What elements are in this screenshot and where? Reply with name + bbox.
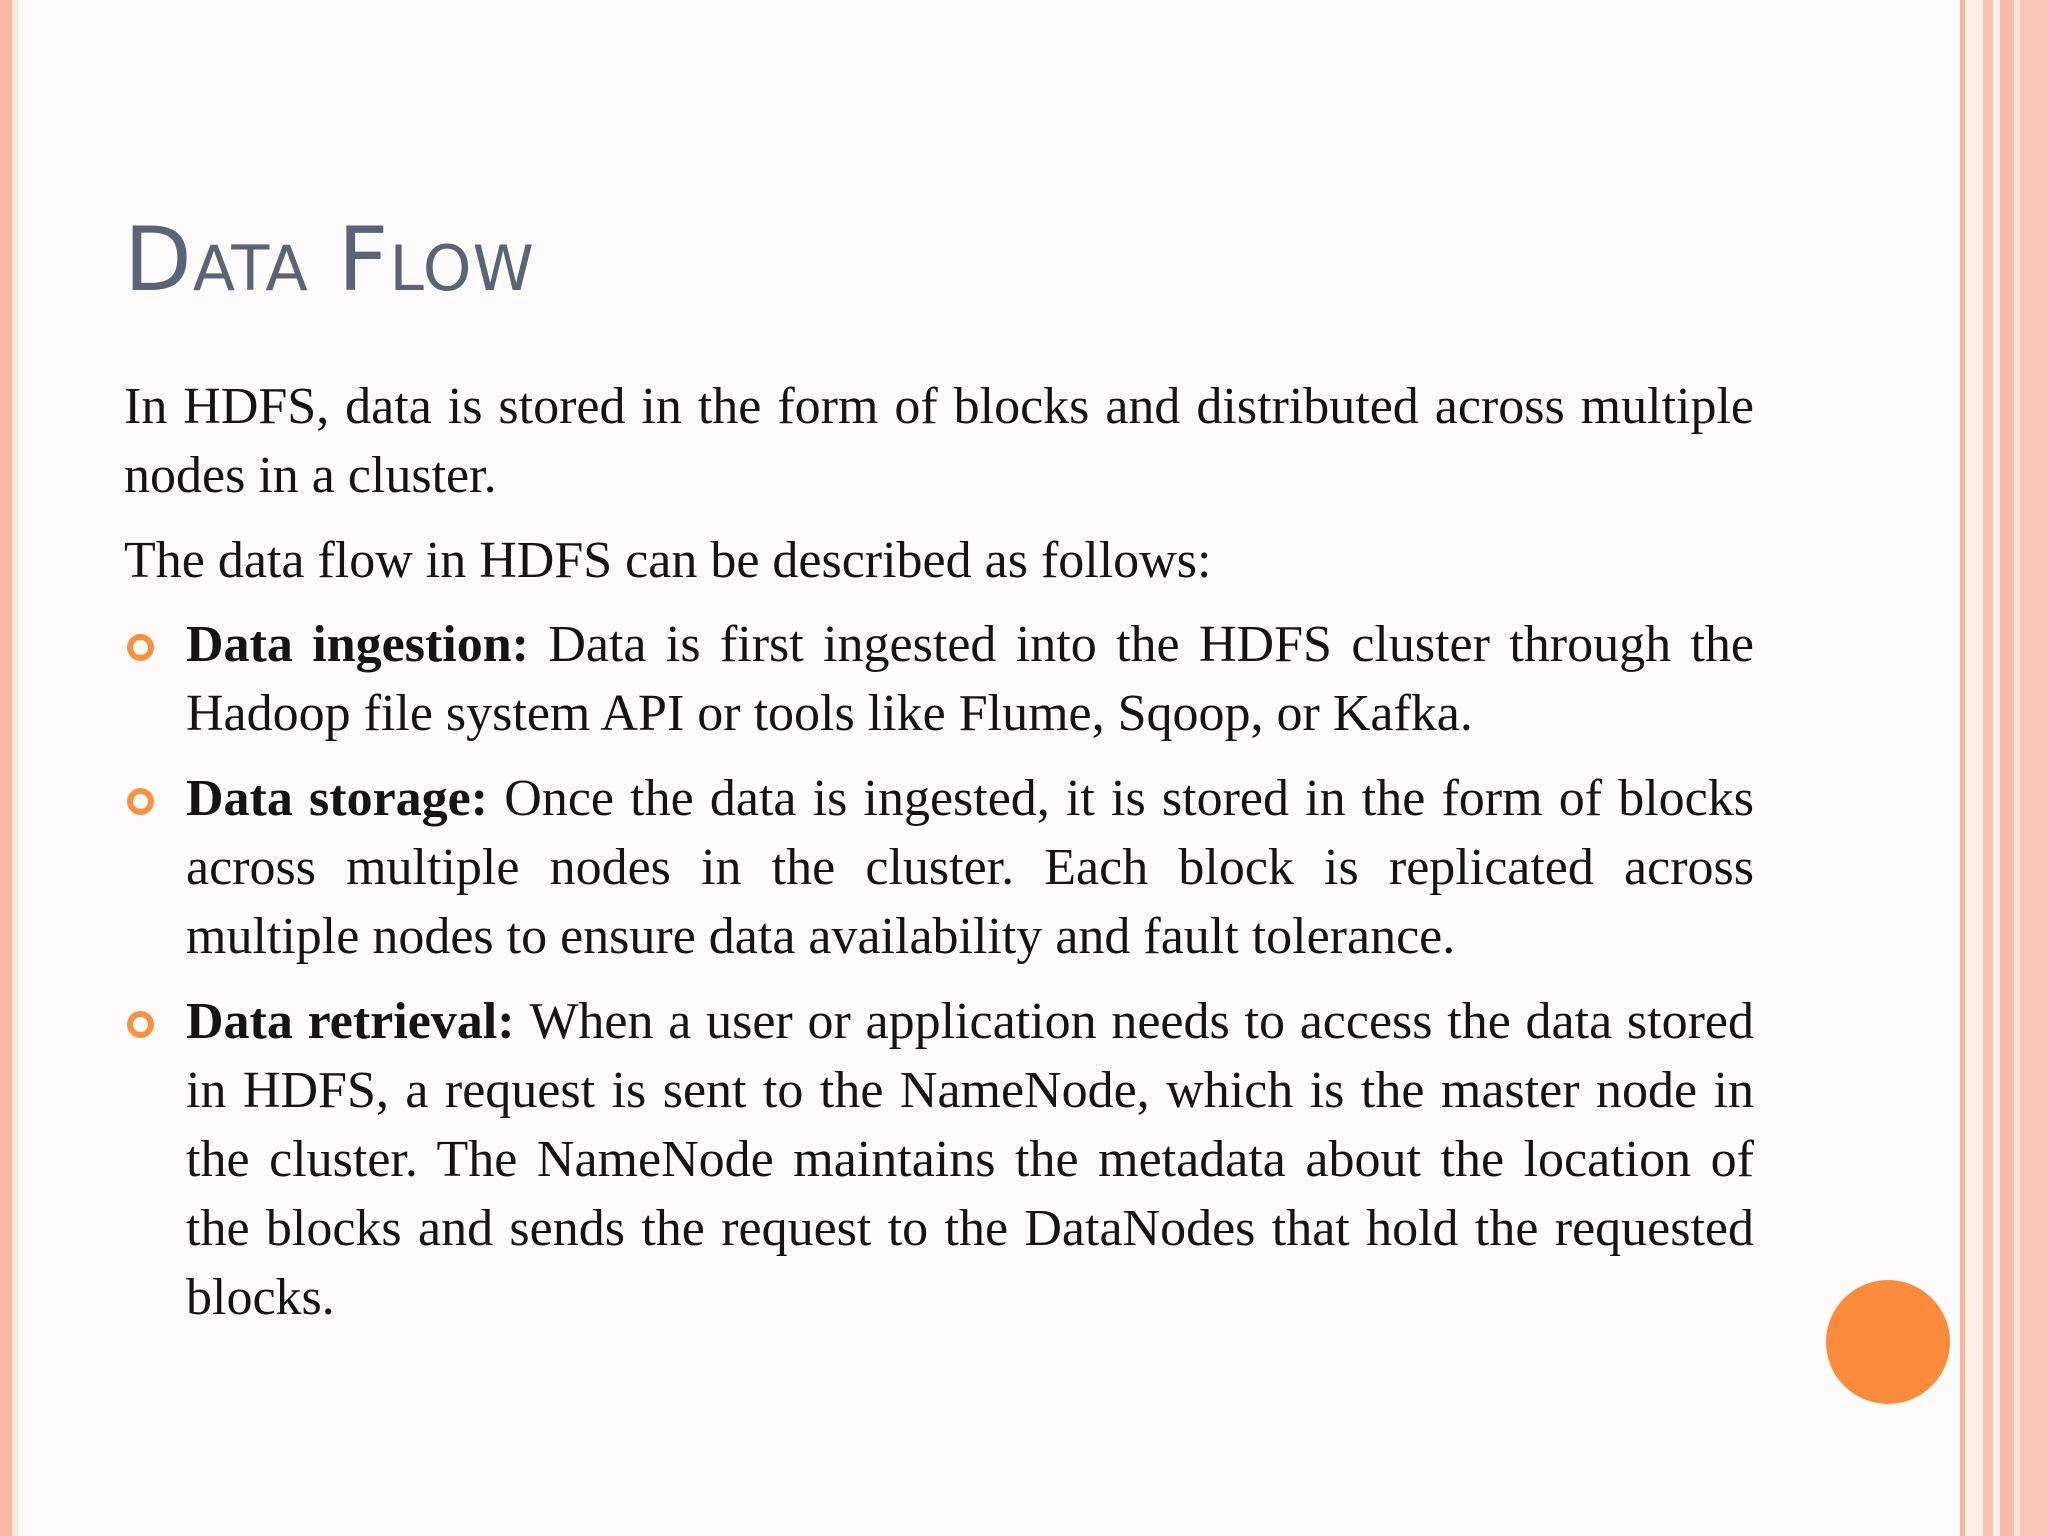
slide-title: Data Flow xyxy=(124,208,535,311)
right-stripe xyxy=(1983,0,1993,1536)
bullet-text: Data is first ingested into the HDFS cluster through the Hadoop file system API or tools like Flume, Sqoop, or Kafka. xyxy=(186,616,1754,742)
left-border-stripe xyxy=(0,0,12,1536)
list-item xyxy=(124,610,1754,748)
bullet-term: Data storage: xyxy=(186,770,505,827)
ring-bullet-icon xyxy=(127,788,154,815)
intro-paragraph: In HDFS, data is stored in the form of blocks and distributed across multiple nodes in a cluster. xyxy=(124,378,1754,504)
list-item xyxy=(124,987,1754,1332)
lead-in-paragraph: The data flow in HDFS can be described as follows: xyxy=(124,532,1212,589)
decorative-orange-circle xyxy=(1826,1280,1950,1404)
right-stripe xyxy=(2000,0,2014,1536)
bullet-text: Once the data is ingested, it is stored in the form of blocks across multiple nodes in the cluster. Each block is replicated across multiple nodes to ensure data availability and fault tolerance. xyxy=(186,770,1754,965)
bullet-text: When a user or application needs to access the data stored in HDFS, a request is sent to the NameNode, which is the master node in the cluster. The NameNode maintains the metadata about the location of the blocks and sends the request to the DataNodes that hold the requested blocks. xyxy=(186,993,1754,1326)
ring-bullet-icon xyxy=(127,1011,154,1038)
list-item xyxy=(124,764,1754,971)
slide-body xyxy=(124,372,1754,1348)
bullet-term: Data retrieval: xyxy=(186,993,530,1050)
bullet-term: Data ingestion: xyxy=(186,616,549,673)
right-stripe xyxy=(2020,0,2048,1536)
right-border-stripes xyxy=(1960,0,2048,1536)
ring-bullet-icon xyxy=(127,634,154,661)
right-stripe xyxy=(1993,0,2000,1536)
right-stripe xyxy=(1965,0,1983,1536)
bullet-list xyxy=(124,610,1754,1332)
left-border-stripe-light xyxy=(12,0,18,1536)
